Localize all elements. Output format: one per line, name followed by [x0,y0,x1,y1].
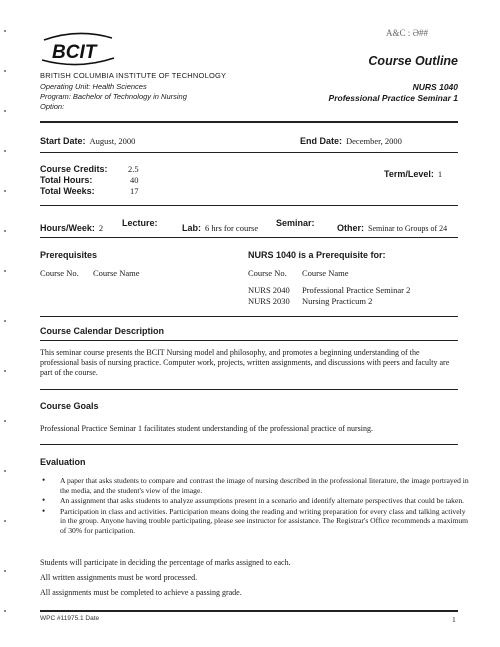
lecture-label: Lecture: [122,218,158,228]
calendar-text: This seminar course presents the BCIT Nursing model and philosophy, and promotes a beginning understanding of the professional basis of nursing practice. Computer work, projects, written assignments, and discussions with peers and faculty are part of the course. [40,348,450,377]
school-line: Operating Unit: Health Sciences [40,82,147,91]
footer-doc-id: WPC #11975.1 Date [40,615,100,622]
institute-name: BRITISH COLUMBIA INSTITUTE OF TECHNOLOGY [40,71,227,80]
divider [40,205,458,206]
week-value: 2 [98,223,104,233]
evaluation-note: Students will participate in deciding the percentage of marks assigned to each. [40,558,291,567]
evaluation-note: All assignments must be completed to achieve a passing grade. [40,588,242,597]
start-date-label: Start Date: [40,136,86,146]
term-level-value: 1 [437,169,443,179]
divider [40,316,458,317]
program-line: Program: Bachelor of Technology in Nursing [40,92,187,101]
course-code: NURS 1040 [412,82,458,92]
option-line: Option: [40,102,65,111]
other-label: Other: [337,223,364,233]
table-row: NURS 2030 [248,296,290,306]
prereq-col-no: Course No. [40,268,79,278]
bcit-logo [38,30,118,68]
week-label: Hours/Week: [40,223,95,233]
start-date-value: August, 2000 [89,136,136,146]
list-item: • An assignment that asks students to analyze assumptions present in a scenario and identify alternate perspectives that could be taken. [54,496,472,506]
lab-label: Lab: [182,223,201,233]
table-row: Nursing Practicum 2 [302,296,373,306]
stamp-text: A&C : Ə## [386,28,429,38]
other-field [337,218,447,236]
other-value: Seminar to Groups of 24 [368,224,448,233]
logo-text: BCIT [52,42,97,63]
divider [40,389,458,390]
end-date-value: December, 2000 [346,136,402,146]
lab-value: 6 hrs for course [205,223,259,233]
evaluation-note: All written assignments must be word processed. [40,573,198,582]
lab-field [182,218,258,236]
divider [40,340,458,341]
table-row: Professional Practice Seminar 2 [302,285,411,295]
term-level [384,164,442,182]
page-number: 1 [452,615,456,624]
prereq-title: Prerequisites [40,250,98,260]
start-date [40,131,135,149]
divider [40,121,458,123]
evaluation-title: Evaluation [40,457,86,467]
calendar-title: Course Calendar Description [40,326,165,336]
divider [40,444,458,445]
weeks-label: Total Weeks: [40,186,95,196]
goals-text: Professional Practice Seminar 1 facilitates student understanding of the professional practice of nursing. [40,424,374,433]
list-item: • A paper that asks students to compare and contrast the image of nursing described in the professional literature, the image portrayed in the media, and the student's view of the image. [54,476,472,495]
credits-label: Course Credits: [40,164,108,174]
hours-row [40,218,103,236]
prereq-for-title: NURS 1040 is a Prerequisite for: [248,250,386,260]
credits-value: 2.5 [128,164,139,174]
doc-type: Course Outline [368,54,458,68]
end-date [300,131,402,149]
table-row: NURS 2040 [248,285,290,295]
prereq-for-col-name: Course Name [302,268,349,278]
hours-value: 40 [130,175,139,185]
evaluation-list [40,476,472,536]
divider [40,237,458,238]
goals-title: Course Goals [40,401,99,411]
hours-label: Total Hours: [40,175,93,185]
weeks-value: 17 [130,186,139,196]
seminar-label: Seminar: [276,218,315,228]
footer-divider [40,610,458,612]
course-title: Professional Practice Seminar 1 [328,93,458,103]
end-date-label: End Date: [300,136,343,146]
list-item: • Participation in class and activities. Participation means doing the reading and writing preparation for every class and talking actively in the group. Anyone having trouble participating, please see instructor for assistance. The Registrar's Office recommends a maximum of 30% for participation. [54,507,472,536]
term-level-label: Term/Level: [384,169,434,179]
prereq-col-name: Course Name [93,268,140,278]
divider [40,152,458,153]
prereq-for-col-no: Course No. [248,268,287,278]
